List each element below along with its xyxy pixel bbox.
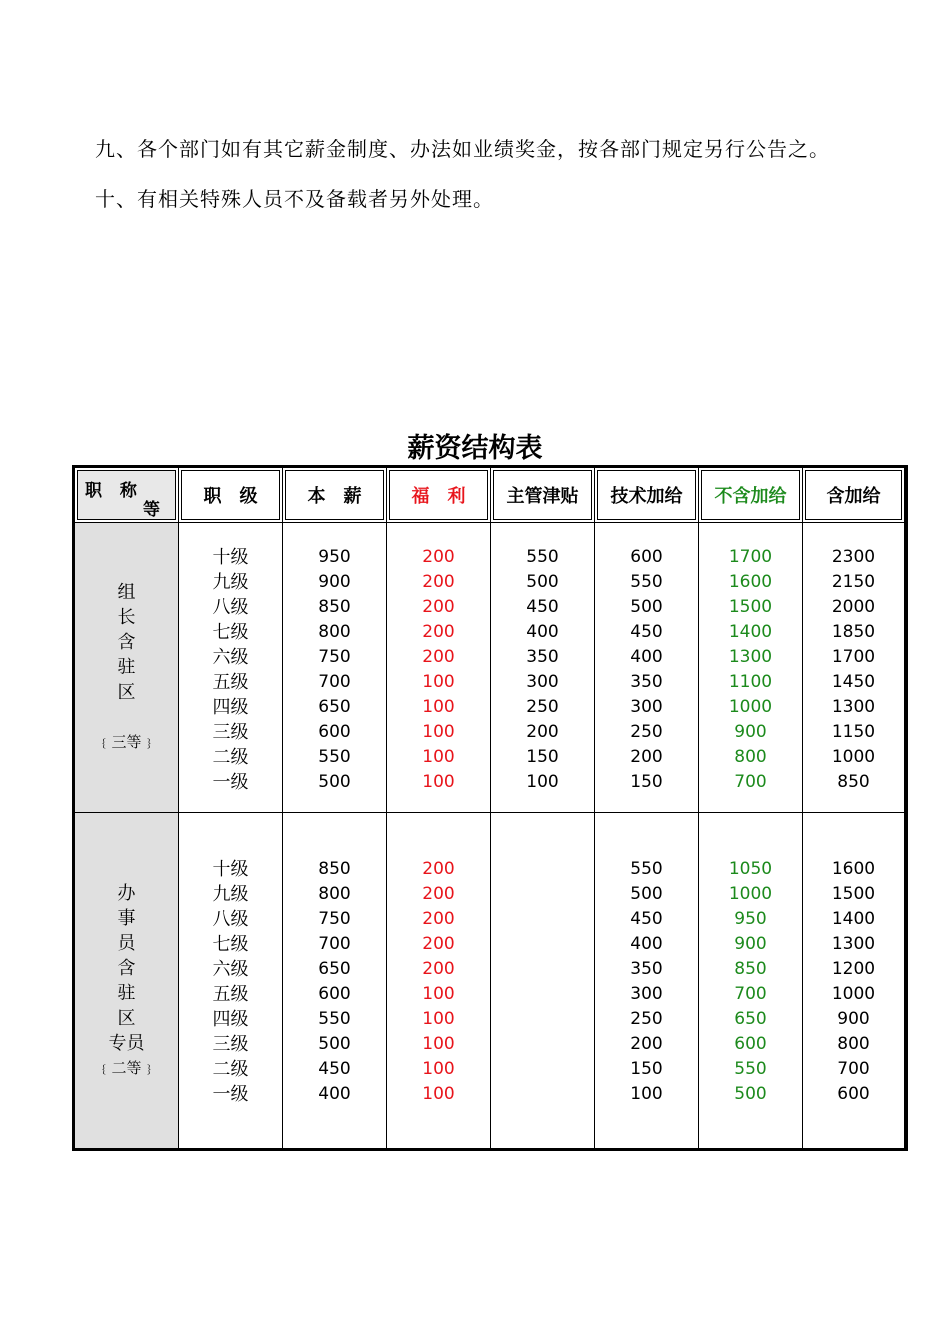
header-supervisor: 主管津贴 (491, 468, 595, 523)
table-cell: 100 (422, 672, 455, 692)
table-cell: 700 (837, 1059, 870, 1079)
table-cell: 100 (422, 1059, 455, 1079)
table-cell: 250 (630, 1009, 663, 1029)
header-row (75, 468, 905, 523)
table-cell: 850 (318, 597, 351, 617)
table-cell: 650 (318, 959, 351, 979)
table-cell: 600 (318, 984, 351, 1004)
table-cell: 九级 (212, 572, 249, 593)
table-cell: 500 (318, 772, 351, 792)
welfare-col (387, 523, 491, 813)
table-cell: 200 (422, 647, 455, 667)
table-cell: 200 (422, 934, 455, 954)
table-cell: 600 (630, 547, 663, 567)
group-label-char: 区 (117, 1007, 136, 1029)
group-label-char: 组 (117, 582, 136, 603)
table-cell: 1000 (831, 984, 876, 1004)
table-cell: 七级 (212, 934, 249, 955)
table-cell: 450 (318, 1059, 351, 1079)
group-label-char: 驻 (117, 657, 136, 678)
table-cell: 550 (734, 1059, 767, 1079)
table-cell: 500 (526, 572, 559, 592)
table-cell: 700 (734, 772, 767, 792)
group-grade: ﹛二等﹜ (96, 1058, 157, 1077)
table-cell: 六级 (212, 647, 249, 668)
table-cell: 900 (318, 572, 351, 592)
table-cell: 1700 (728, 547, 773, 567)
corner-header (75, 468, 179, 523)
table-cell: 750 (318, 909, 351, 929)
table-cell: 100 (422, 1034, 455, 1054)
table-cell: 250 (526, 697, 559, 717)
salary-table (72, 465, 908, 1151)
without-col (699, 523, 803, 813)
table-cell: 800 (318, 884, 351, 904)
table-cell: 500 (318, 1034, 351, 1054)
table-cell: 八级 (212, 909, 249, 930)
table-cell: 100 (422, 1084, 455, 1104)
table-cell: 1450 (831, 672, 876, 692)
table-cell: 850 (734, 959, 767, 979)
table-cell: 1600 (831, 859, 876, 879)
table-cell: 150 (630, 1059, 663, 1079)
group-row-staff (75, 813, 905, 1149)
with-col (803, 523, 905, 813)
table-cell: 550 (630, 859, 663, 879)
supervisor-col (491, 523, 595, 813)
table-cell: 100 (422, 1009, 455, 1029)
table-cell: 100 (422, 772, 455, 792)
table-cell: 800 (318, 622, 351, 642)
with-col (803, 813, 905, 1149)
table-cell: 200 (422, 597, 455, 617)
table-cell: 五级 (212, 984, 249, 1005)
table-cell: 200 (422, 622, 455, 642)
table-cell: 400 (318, 1084, 351, 1104)
table-cell: 九级 (212, 884, 249, 905)
table-cell: 200 (630, 1034, 663, 1054)
table-cell: 200 (422, 959, 455, 979)
paragraph-nine: 九、各个部门如有其它薪金制度、办法如业绩奖金，按各部门规定另行公告之。 (95, 137, 830, 161)
table-cell: 600 (318, 722, 351, 742)
table-cell: 1500 (728, 597, 773, 617)
table-cell: 900 (734, 934, 767, 954)
group-row-leader (75, 523, 905, 813)
table-cell: 500 (734, 1084, 767, 1104)
paragraph-ten: 十、有相关特殊人员不及备载者另外处理。 (95, 187, 494, 211)
table-cell: 450 (630, 622, 663, 642)
table-cell: 500 (630, 597, 663, 617)
table-cell: 1100 (728, 672, 773, 692)
table-cell: 550 (318, 747, 351, 767)
group-label-char: 办 (117, 882, 136, 904)
table-cell: 十级 (212, 547, 249, 568)
table-cell: 十级 (212, 859, 249, 880)
group-label-char: 员 (117, 932, 136, 954)
base-col (283, 523, 387, 813)
table-cell: 六级 (212, 959, 249, 980)
table-cell: 1400 (728, 622, 773, 642)
table-cell: 400 (630, 647, 663, 667)
table-cell: 700 (734, 984, 767, 1004)
header-without: 不含加给 (699, 468, 803, 523)
table-cell: 450 (526, 597, 559, 617)
table-cell: 450 (630, 909, 663, 929)
group-label-char: 专员 (108, 1032, 145, 1054)
table-cell: 850 (837, 772, 870, 792)
table-cell: 2000 (831, 597, 876, 617)
table-cell: 700 (318, 672, 351, 692)
header-welfare: 福 利 (387, 468, 491, 523)
table-cell: 1850 (831, 622, 876, 642)
table-cell: 250 (630, 722, 663, 742)
table-cell: 300 (630, 697, 663, 717)
table-cell: 350 (630, 672, 663, 692)
levels-col (179, 813, 283, 1149)
group-label-char: 含 (117, 957, 136, 979)
table-cell: 550 (526, 547, 559, 567)
table-cell: 1000 (831, 747, 876, 767)
group-label-char: 区 (117, 682, 136, 703)
table-cell: 150 (630, 772, 663, 792)
table-cell: 900 (837, 1009, 870, 1029)
table-cell: 1000 (728, 884, 773, 904)
table-cell: 1400 (831, 909, 876, 929)
table-cell: 1300 (728, 647, 773, 667)
table-cell: 100 (422, 984, 455, 1004)
table-cell: 550 (630, 572, 663, 592)
welfare-col (387, 813, 491, 1149)
table-cell: 八级 (212, 597, 249, 618)
table-cell: 150 (526, 747, 559, 767)
table-cell: 900 (734, 722, 767, 742)
table-cell: 三级 (212, 722, 249, 743)
table-cell: 100 (422, 747, 455, 767)
table-cell: 三级 (212, 1034, 249, 1055)
table-cell: 750 (318, 647, 351, 667)
table-cell: 200 (422, 547, 455, 567)
header-base: 本 薪 (283, 468, 387, 523)
table-cell: 200 (422, 909, 455, 929)
group-label-char: 驻 (117, 982, 136, 1004)
table-cell: 200 (422, 859, 455, 879)
tech-col (595, 813, 699, 1149)
header-level: 职 级 (179, 468, 283, 523)
corner-title-label: 职 称 (85, 481, 143, 501)
table-cell: 1500 (831, 884, 876, 904)
table-cell: 1700 (831, 647, 876, 667)
group-label-char: 含 (117, 632, 136, 653)
header-with: 含加给 (803, 468, 905, 523)
base-col (283, 813, 387, 1149)
table-cell: 200 (422, 572, 455, 592)
table-cell: 1600 (728, 572, 773, 592)
table-cell: 1050 (728, 859, 773, 879)
table-cell: 350 (630, 959, 663, 979)
table-cell: 四级 (212, 697, 249, 718)
table-cell: 300 (526, 672, 559, 692)
table-cell: 400 (526, 622, 559, 642)
table-cell: 600 (837, 1084, 870, 1104)
group-label-char: 事 (117, 907, 136, 929)
table-cell: 二级 (212, 747, 249, 768)
table-cell: 1000 (728, 697, 773, 717)
group-label-staff (75, 813, 179, 1149)
table-cell: 100 (630, 1084, 663, 1104)
table-cell: 五级 (212, 672, 249, 693)
table-cell: 100 (526, 772, 559, 792)
without-col (699, 813, 803, 1149)
table-cell: 七级 (212, 622, 249, 643)
table-cell: 1150 (831, 722, 876, 742)
table-cell: 800 (734, 747, 767, 767)
table-title: 薪资结构表 (407, 433, 543, 464)
table-cell: 300 (630, 984, 663, 1004)
table-cell: 100 (422, 722, 455, 742)
table-cell: 800 (837, 1034, 870, 1054)
table-cell: 2300 (831, 547, 876, 567)
header-tech: 技术加给 (595, 468, 699, 523)
group-grade: ﹛三等﹜ (96, 733, 157, 751)
table-cell: 一级 (212, 1084, 249, 1105)
group-label-leader (75, 523, 179, 813)
levels-col (179, 523, 283, 813)
corner-grade-label: 等 (143, 500, 160, 520)
table-cell: 200 (630, 747, 663, 767)
table-cell: 950 (318, 547, 351, 567)
table-cell: 200 (422, 884, 455, 904)
table-cell: 400 (630, 934, 663, 954)
table-cell: 四级 (212, 1009, 249, 1030)
table-cell: 350 (526, 647, 559, 667)
table-cell: 2150 (831, 572, 876, 592)
table-cell: 二级 (212, 1059, 249, 1080)
table-cell: 950 (734, 909, 767, 929)
table-cell: 200 (526, 722, 559, 742)
table-cell: 700 (318, 934, 351, 954)
table-cell: 1300 (831, 697, 876, 717)
table-cell: 100 (422, 697, 455, 717)
table-cell: 550 (318, 1009, 351, 1029)
table-cell: 650 (734, 1009, 767, 1029)
table-cell: 1200 (831, 959, 876, 979)
table-cell: 600 (734, 1034, 767, 1054)
tech-col (595, 523, 699, 813)
table-cell: 850 (318, 859, 351, 879)
table-cell: 650 (318, 697, 351, 717)
table-cell: 1300 (831, 934, 876, 954)
table-cell: 500 (630, 884, 663, 904)
group-label-char: 长 (117, 607, 136, 628)
table-cell: 一级 (212, 772, 249, 793)
supervisor-col (491, 813, 595, 1149)
